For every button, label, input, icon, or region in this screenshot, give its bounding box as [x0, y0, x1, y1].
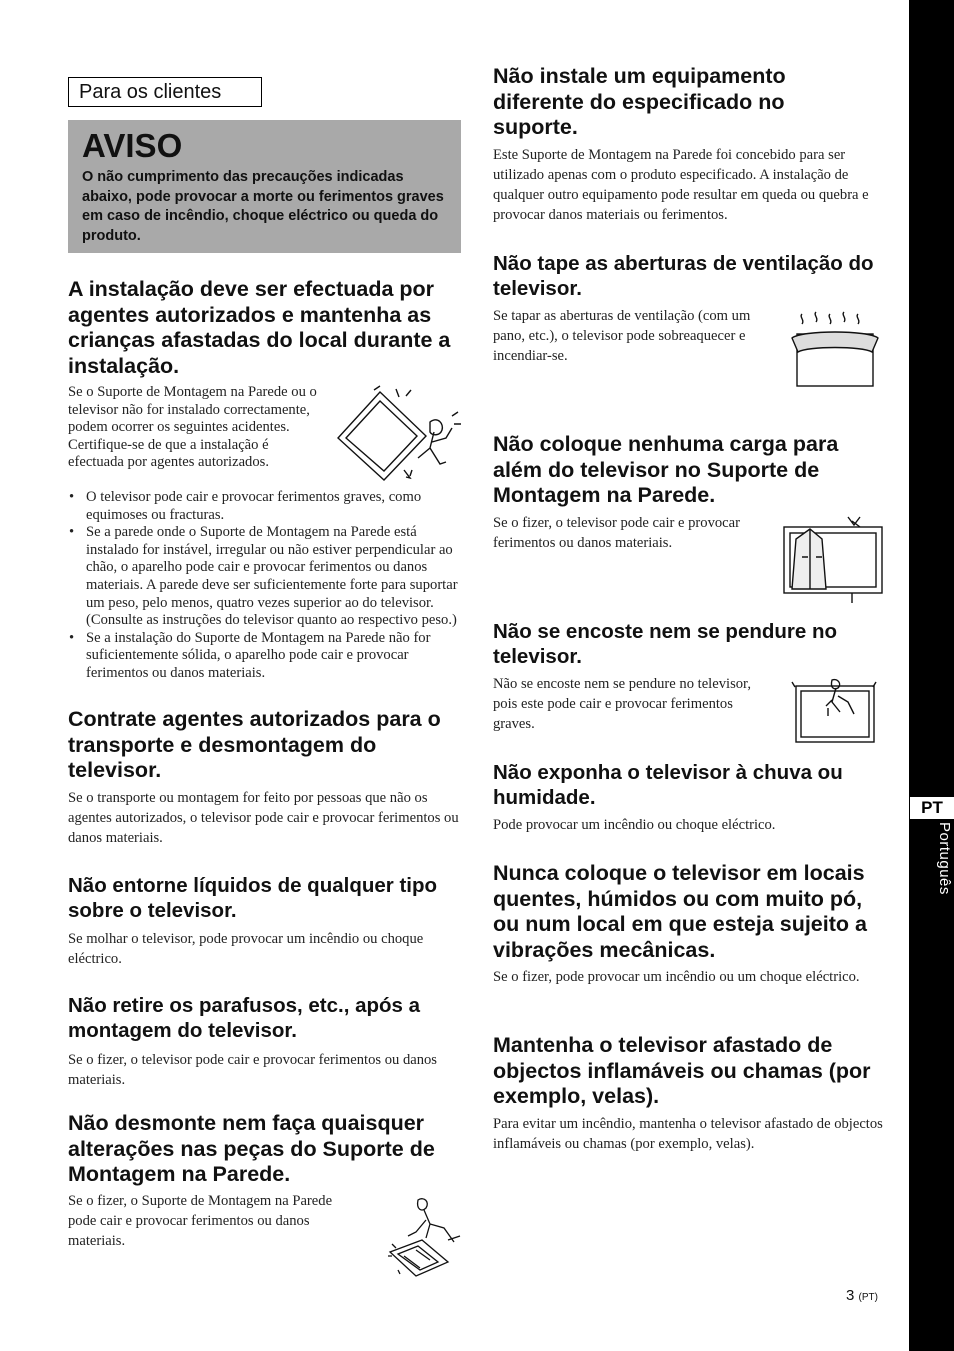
- person-hanging-tv-illustration: [792, 678, 878, 748]
- section-text-flames: Para evitar um incêndio, mantenha o televisor afastado de objectos inflamáveis ou chamas (por exemplo, velas).: [493, 1116, 883, 1152]
- section-heading-rain: Não exponha o televisor à chuva ou humidade.: [493, 761, 843, 809]
- section-text-installation: Se o Suporte de Montagem na Parede ou o televisor não for instalado correctamente, podem ocorrer os seguintes acidentes. Certifique-se de que a instalação é efectuada por agentes autorizados.: [68, 384, 317, 471]
- installation-bullet-list: [68, 489, 463, 683]
- section-text-disassemble: Se o fizer, o Suporte de Montagem na Parede pode cair e provocar ferimentos ou danos materiais.: [68, 1193, 333, 1249]
- section-text-equipment: Este Suporte de Montagem na Parede foi concebido para ser utilizado apenas com o produto especificado. A instalação de qualquer outro equipamento pode resultar em queda ou quebra e provocar danos materiais ou ferimentos.: [493, 147, 869, 223]
- page-number: 3 (PT): [846, 1287, 878, 1304]
- section-heading-lean: Não se encoste nem se pendure no televisor.: [493, 620, 838, 668]
- section-text-rain: Pode provocar um incêndio ou choque eléctrico.: [493, 817, 776, 833]
- section-text-location: Se o fizer, pode provocar um incêndio ou um choque eléctrico.: [493, 969, 860, 985]
- page-number-suffix: (PT): [858, 1292, 878, 1303]
- covered-tv-illustration: [790, 308, 882, 390]
- bullet-item: • Se a parede onde o Suporte de Montagem na Parede está instalado for instável, irregular ou não estiver perpendicular ao chão, o aparelho pode cair e provocar ferimentos ou danos materiais. A parede deve ser suficientemente forte para suportar um peso, pelo menos, quatro vezes superior ao do televisor. (Consulte as instruções do televisor quanto ao respectivo peso.): [68, 524, 463, 630]
- language-name-label: Português: [936, 822, 953, 895]
- section-heading-disassemble: Não desmonte nem faça quaisquer alterações nas peças do Suporte de Montagem na Parede.: [68, 1111, 435, 1186]
- section-heading-transport: Contrate agentes autorizados para o transporte e desmontagem do televisor.: [68, 707, 441, 782]
- section-text-load: Se o fizer, o televisor pode cair e provocar ferimentos ou danos materiais.: [493, 515, 740, 551]
- warning-box: [68, 120, 461, 253]
- section-heading-load: Não coloque nenhuma carga para além do televisor no Suporte de Montagem na Parede.: [493, 432, 839, 507]
- section-heading-screws: Não retire os parafusos, etc., após a montagem do televisor.: [68, 994, 421, 1042]
- section-text-screws: Se o fizer, o televisor pode cair e provocar ferimentos ou danos materiais.: [68, 1052, 437, 1088]
- language-side-tab: [909, 0, 954, 1351]
- section-heading-installation: A instalação deve ser efectuada por agentes autorizados e mantenha as crianças afastadas do local durante a instalação.: [68, 277, 451, 378]
- language-code-badge: PT: [910, 797, 954, 819]
- bullet-item: • O televisor pode cair e provocar ferimentos graves, como equimoses ou fracturas.: [68, 489, 463, 524]
- section-text-ventilation: Se tapar as aberturas de ventilação (com um pano, etc.), o televisor pode sobreaquecer e incendiar-se.: [493, 308, 751, 364]
- section-heading-equipment: Não instale um equipamento diferente do especificado no suporte.: [493, 64, 786, 139]
- bullet-item: • Se a instalação do Suporte de Montagem na Parede não for suficientemente sólida, o aparelho pode cair e provocar ferimentos ou danos materiais.: [68, 630, 463, 683]
- section-text-lean: Não se encoste nem se pendure no televisor, pois este pode cair e provocar ferimentos graves.: [493, 676, 751, 732]
- section-heading-liquids: Não entorne líquidos de qualquer tipo sobre o televisor.: [68, 874, 438, 922]
- section-heading-location: Nunca coloque o televisor em locais quentes, húmidos ou com muito pó, ou num local em que esteja sujeito a vibrações mecânicas.: [493, 861, 867, 962]
- person-disassembling-illustration: [386, 1196, 466, 1282]
- section-text-liquids: Se molhar o televisor, pode provocar um incêndio ou choque eléctrico.: [68, 931, 424, 967]
- falling-tv-illustration: [334, 386, 464, 486]
- section-text-transport: Se o transporte ou montagem for feito por pessoas que não os agentes autorizados, o televisor pode cair e provocar ferimentos ou danos materiais.: [68, 790, 459, 846]
- warning-text: O não cumprimento das precauções indicadas abaixo, pode provocar a morte ou ferimentos graves em caso de incêndio, choque eléctrico ou queda do produto.: [82, 169, 444, 244]
- tv-with-coat-illustration: [782, 517, 886, 605]
- section-heading-ventilation: Não tape as aberturas de ventilação do televisor.: [493, 252, 874, 300]
- section-heading-flames: Mantenha o televisor afastado de objectos inflamáveis ou chamas (por exemplo, velas).: [493, 1033, 871, 1108]
- warning-title: AVISO: [82, 127, 183, 164]
- customers-label: Para os clientes: [68, 77, 262, 107]
